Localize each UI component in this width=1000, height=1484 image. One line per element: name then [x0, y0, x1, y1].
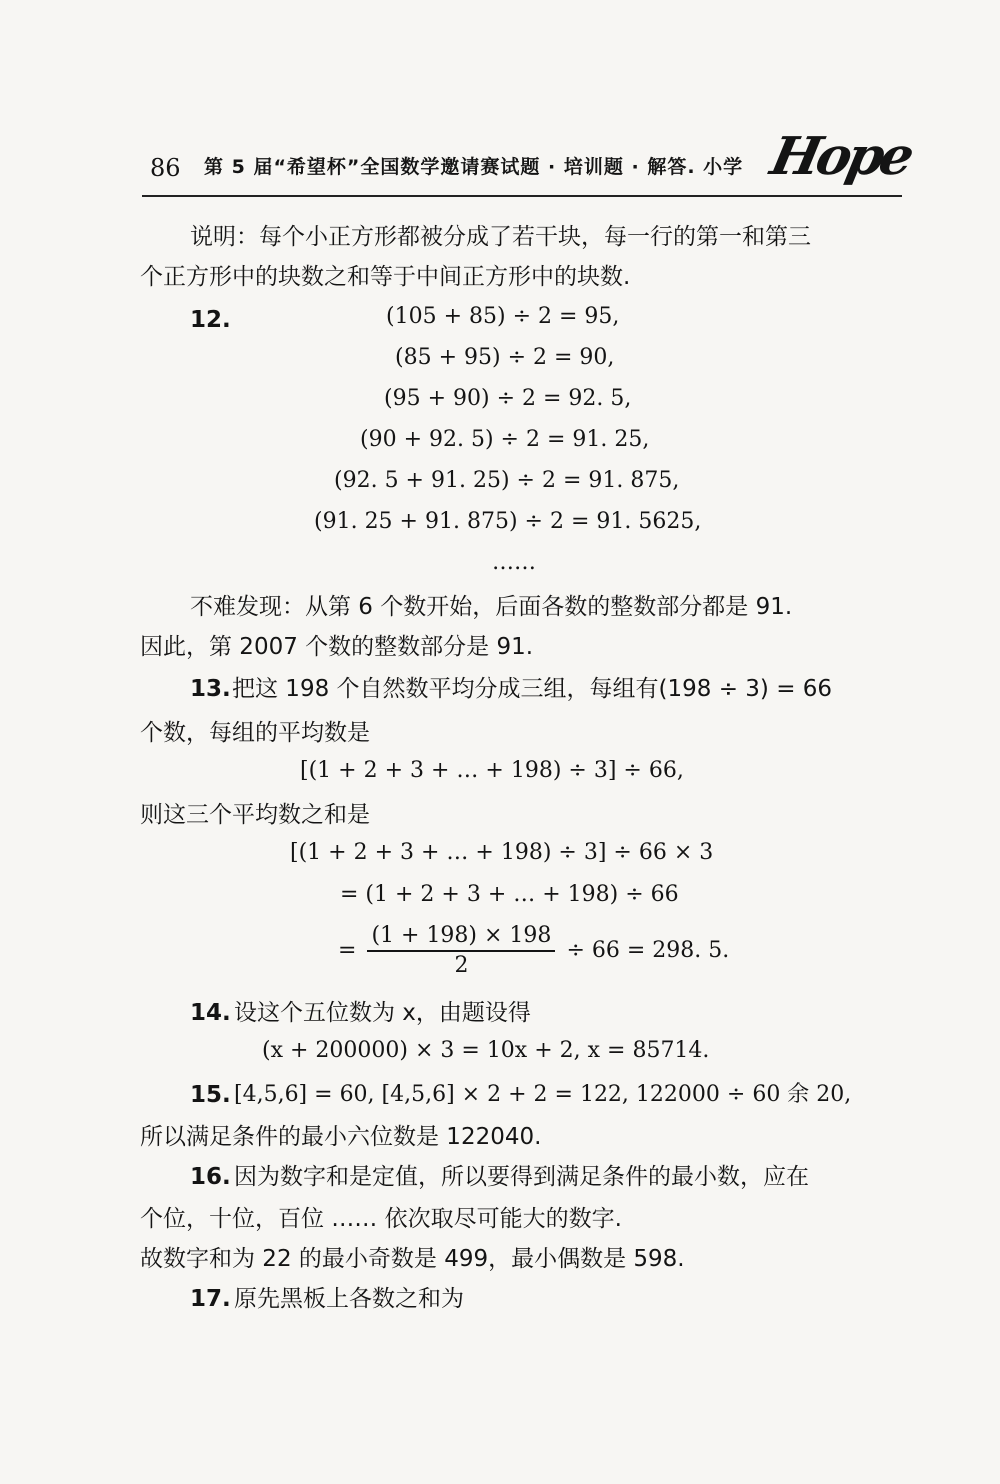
q16-line-2: 个位，十位，百位 …… 依次取尽可能大的数字. [140, 1206, 622, 1232]
q14-line-1: 设这个五位数为 x，由题设得 [234, 1000, 531, 1026]
q13-fraction-denominator: 2 [454, 953, 469, 978]
q12-step-3: (95 + 90) ÷ 2 = 92. 5, [384, 386, 632, 411]
question-14-number: 14. [190, 1000, 231, 1026]
q12-conclusion-2: 因此，第 2007 个数的整数部分是 91. [140, 634, 534, 660]
question-17-number: 17. [190, 1286, 231, 1312]
q12-conclusion-1: 不难发现：从第 6 个数开始，后面各数的整数部分都是 91. [190, 594, 793, 620]
q12-step-6: (91. 25 + 91. 875) ÷ 2 = 91. 5625, [314, 509, 702, 534]
q13-formula-4 [338, 922, 729, 980]
q12-step-2: (85 + 95) ÷ 2 = 90, [395, 345, 615, 370]
q12-step-1: (105 + 85) ÷ 2 = 95, [386, 304, 620, 329]
page-header [142, 126, 916, 196]
q13-formula-3: = (1 + 2 + 3 + … + 198) ÷ 66 [340, 882, 679, 907]
q13-formula-1: [(1 + 2 + 3 + … + 198) ÷ 3] ÷ 66, [300, 758, 684, 783]
q13-formula-4-equals: = [338, 938, 357, 963]
running-title: 第 5 届“希望杯”全国数学邀请赛试题 · 培训题 · 解答. 小学 [204, 156, 744, 178]
q13-line-3: 则这三个平均数之和是 [140, 802, 370, 828]
q13-formula-2: [(1 + 2 + 3 + … + 198) ÷ 3] ÷ 66 × 3 [290, 840, 714, 865]
q13-line-2: 个数，每组的平均数是 [140, 720, 370, 746]
explanation-line-1: 说明：每个小正方形都被分成了若干块，每一行的第一和第三 [190, 224, 811, 250]
q14-formula: (x + 200000) × 3 = 10x + 2, x = 85714. [262, 1038, 710, 1063]
q12-step-4: (90 + 92. 5) ÷ 2 = 91. 25, [360, 427, 650, 452]
question-12-number: 12. [190, 307, 231, 333]
question-15-number: 15. [190, 1082, 231, 1108]
question-16-number: 16. [190, 1164, 231, 1190]
explanation-line-2: 个正方形中的块数之和等于中间正方形中的块数. [140, 264, 631, 290]
q16-line-1: 因为数字和是定值，所以要得到满足条件的最小数，应在 [234, 1164, 809, 1190]
q13-fraction-numerator: (1 + 198) × 198 [367, 922, 555, 952]
q12-ellipsis: …… [492, 550, 536, 575]
q17-line-1: 原先黑板上各数之和为 [234, 1286, 464, 1312]
q12-step-5: (92. 5 + 91. 25) ÷ 2 = 91. 875, [334, 468, 680, 493]
q13-line-1: 把这 198 个自然数平均分成三组，每组有(198 ÷ 3) = 66 [232, 676, 833, 702]
question-13-number: 13. [190, 676, 231, 702]
header-rule [142, 195, 902, 197]
q13-fraction [367, 922, 555, 980]
page-number: 86 [150, 154, 181, 182]
q16-line-3: 故数字和为 22 的最小奇数是 499，最小偶数是 598. [140, 1246, 685, 1272]
q15-line-2: 所以满足条件的最小六位数是 122040. [140, 1124, 542, 1150]
hope-logo: Hope [765, 126, 916, 187]
q15-line-1: [4,5,6] = 60, [4,5,6] × 2 + 2 = 122, 122000 ÷ 60 余 20, [234, 1082, 852, 1107]
q13-formula-4-suffix: ÷ 66 = 298. 5. [566, 938, 730, 963]
